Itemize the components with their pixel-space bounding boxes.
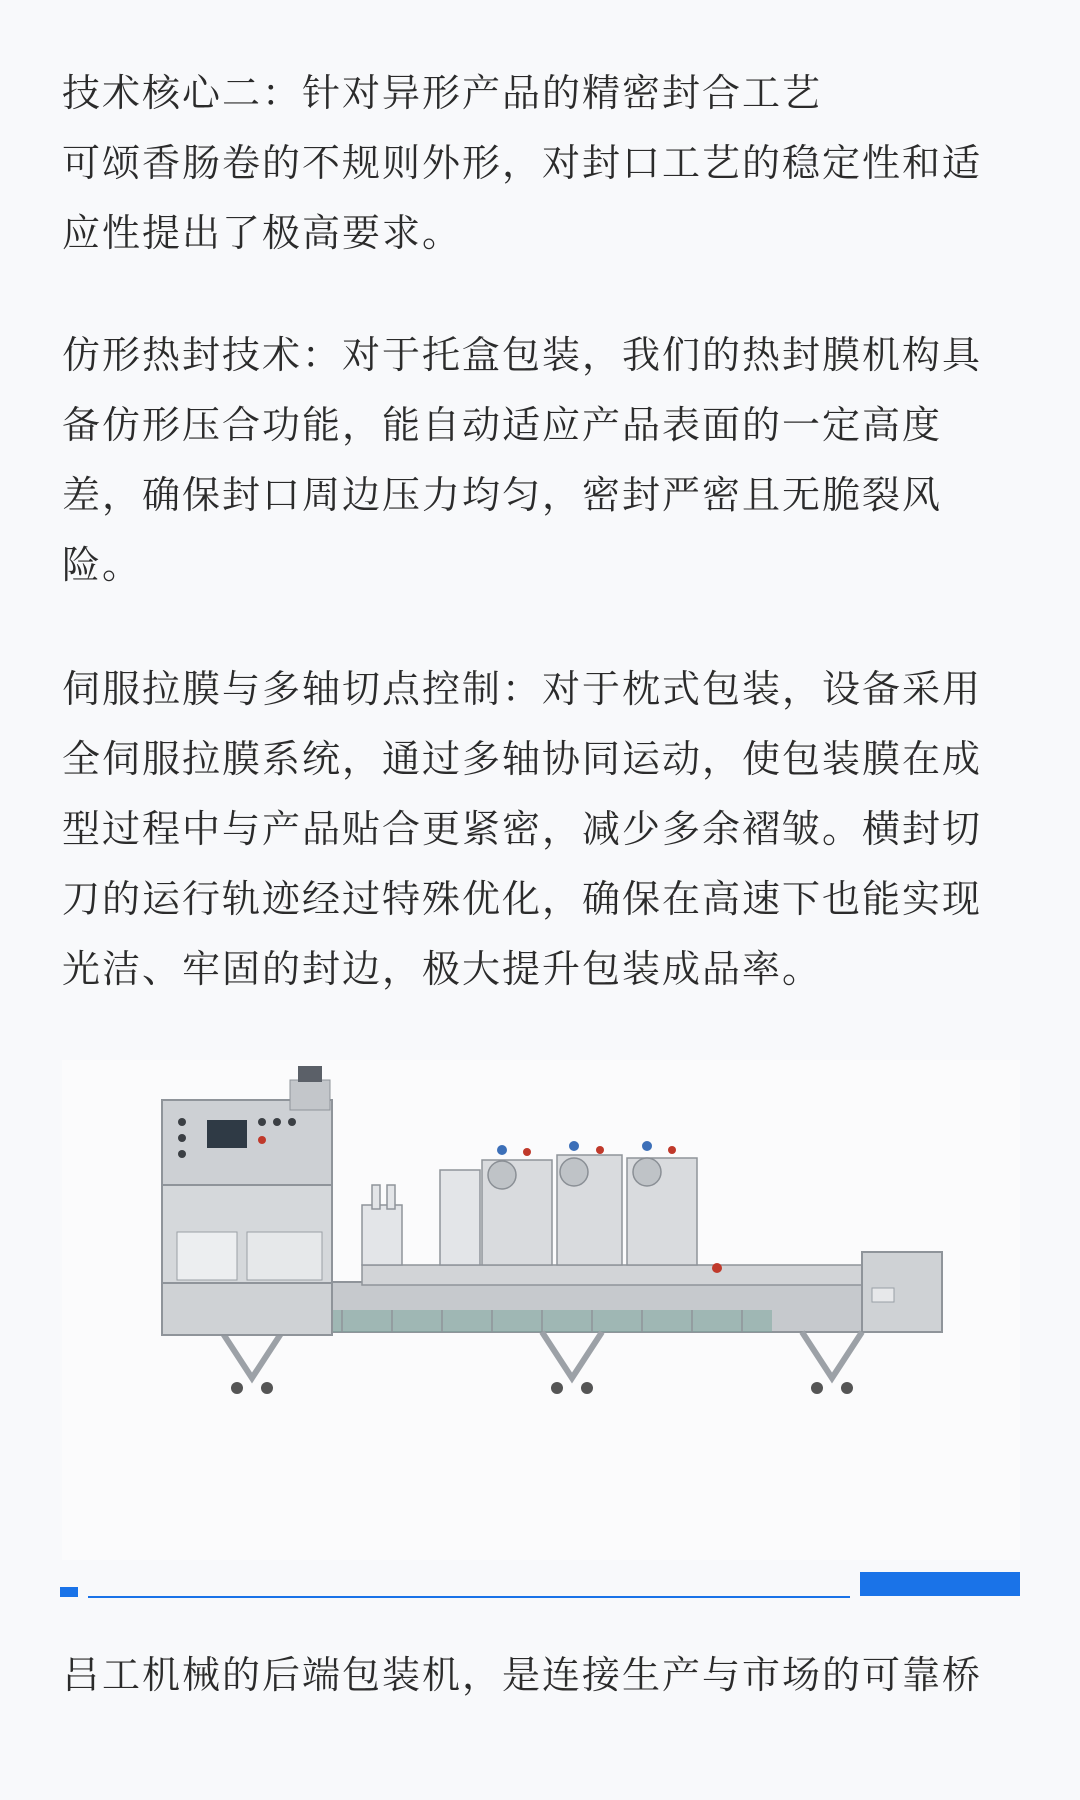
paragraph-line: 技术核心二：针对异形产品的精密封合工艺 xyxy=(62,71,823,115)
paragraph-line: 伺服拉膜与多轴切点控制：对于枕式包装，设备采用 xyxy=(62,667,983,711)
paragraph-line: 吕工机械的后端包装机，是连接生产与市场的可靠桥 xyxy=(62,1653,983,1697)
paragraph-line: 应性提出了极高要求。 xyxy=(62,211,463,255)
machine-illustration xyxy=(62,1060,1020,1560)
paragraph-summary xyxy=(62,1640,1024,1710)
paragraph-line: 备仿形压合功能，能自动适应产品表面的一定高度 xyxy=(62,403,943,447)
paragraph-line: 型过程中与产品贴合更紧密，减少多余褶皱。横封切 xyxy=(62,807,983,851)
paragraph-line: 可颂香肠卷的不规则外形，对封口工艺的稳定性和适 xyxy=(62,141,983,185)
paragraph-line: 光洁、牢固的封边，极大提升包装成品率。 xyxy=(62,947,823,991)
paragraph-line: 刀的运行轨迹经过特殊优化，确保在高速下也能实现 xyxy=(62,877,983,921)
paragraph-servo-film xyxy=(62,654,1024,1004)
machine-photo xyxy=(62,1060,1020,1560)
paragraph-line: 仿形热封技术：对于托盒包装，我们的热封膜机构具 xyxy=(62,333,983,377)
accent-bar xyxy=(860,1572,1020,1596)
paragraph-heat-seal xyxy=(62,320,1024,600)
accent-square xyxy=(60,1587,78,1597)
paragraph-line: 全伺服拉膜系统，通过多轴协同运动，使包装膜在成 xyxy=(62,737,983,781)
paragraph-line: 险。 xyxy=(62,543,143,587)
accent-divider xyxy=(88,1596,850,1598)
paragraph-line: 差，确保封口周边压力均匀，密封严密且无脆裂风 xyxy=(62,473,943,517)
paragraph-tech-core xyxy=(62,58,1024,268)
